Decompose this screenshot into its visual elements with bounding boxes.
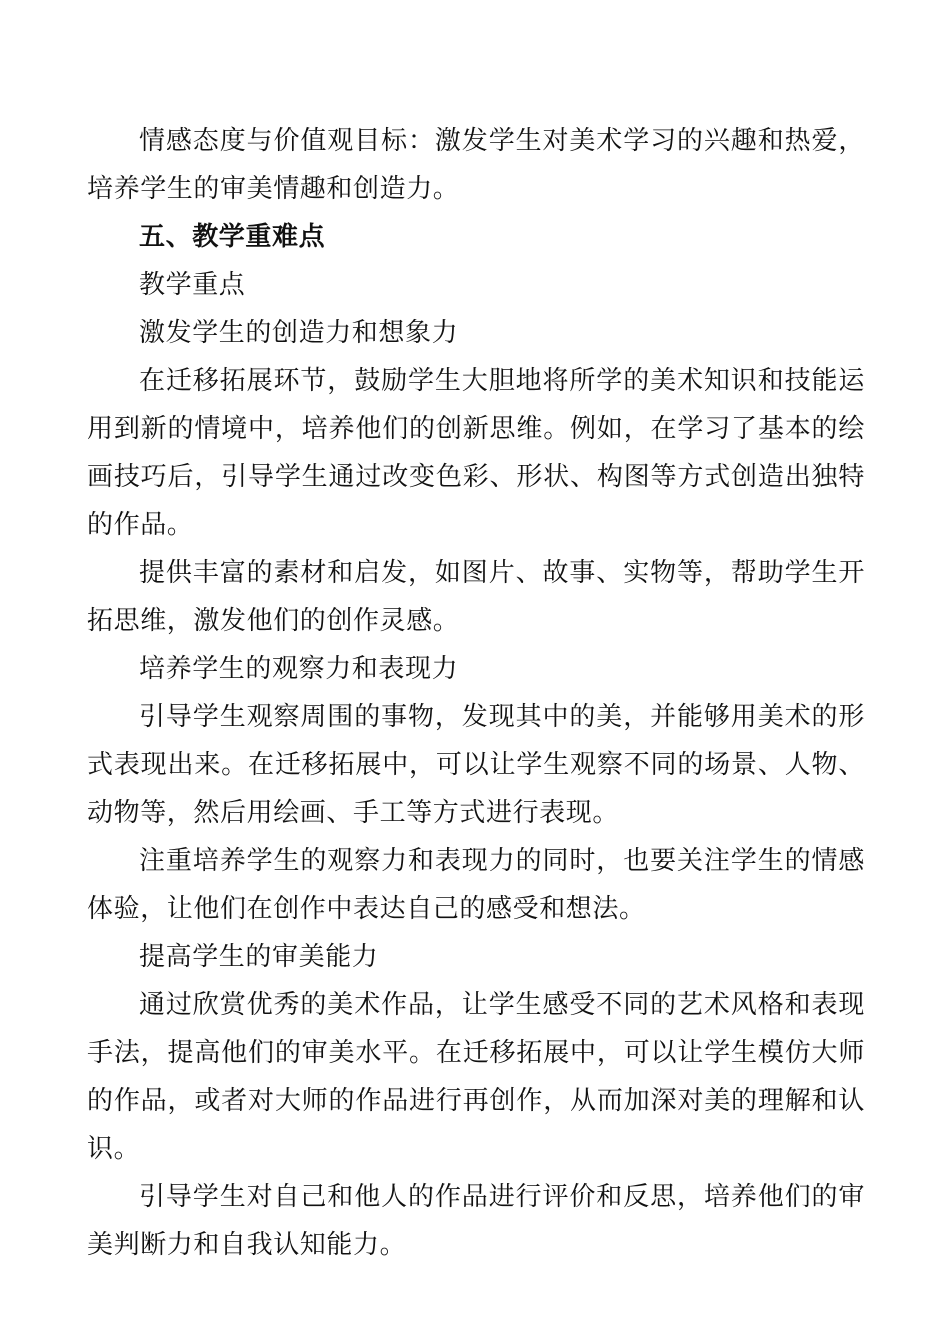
subheading-teaching-focus: 教学重点	[139, 270, 246, 300]
paragraph-observation-1: 引导学生观察周围的事物，发现其中的美，并能够用美术的形式表现出来。在迁移拓展中，可以让学生观察不同的场景、人物、动物等，然后用绘画、手工等方式进行表现。	[87, 702, 865, 828]
document-body	[87, 117, 865, 1269]
paragraph-affective-goals: 情感态度与价值观目标：激发学生对美术学习的兴趣和热爱，培养学生的审美情趣和创造力。	[87, 126, 865, 204]
paragraph-aesthetic-1: 通过欣赏优秀的美术作品，让学生感受不同的艺术风格和表现手法，提高他们的审美水平。在迁移拓展中，可以让学生模仿大师的作品，或者对大师的作品进行再创作，从而加深对美的理解和认识。	[87, 990, 865, 1164]
paragraph-observation-2: 注重培养学生的观察力和表现力的同时，也要关注学生的情感体验，让他们在创作中表达自己的感受和想法。	[87, 846, 865, 924]
subheading-observation: 培养学生的观察力和表现力	[139, 654, 459, 684]
paragraph-creativity-1: 在迁移拓展环节，鼓励学生大胆地将所学的美术知识和技能运用到新的情境中，培养他们的创新思维。例如，在学习了基本的绘画技巧后，引导学生通过改变色彩、形状、构图等方式创造出独特的作品。	[87, 366, 865, 540]
paragraph-aesthetic-2: 引导学生对自己和他人的作品进行评价和反思，培养他们的审美判断力和自我认知能力。	[87, 1182, 865, 1260]
paragraph-creativity-2: 提供丰富的素材和启发，如图片、故事、实物等，帮助学生开拓思维，激发他们的创作灵感。	[87, 558, 865, 636]
subheading-aesthetic: 提高学生的审美能力	[139, 942, 379, 972]
section-heading-key-difficult-points: 五、教学重难点	[139, 222, 326, 252]
subheading-creativity: 激发学生的创造力和想象力	[139, 318, 459, 348]
